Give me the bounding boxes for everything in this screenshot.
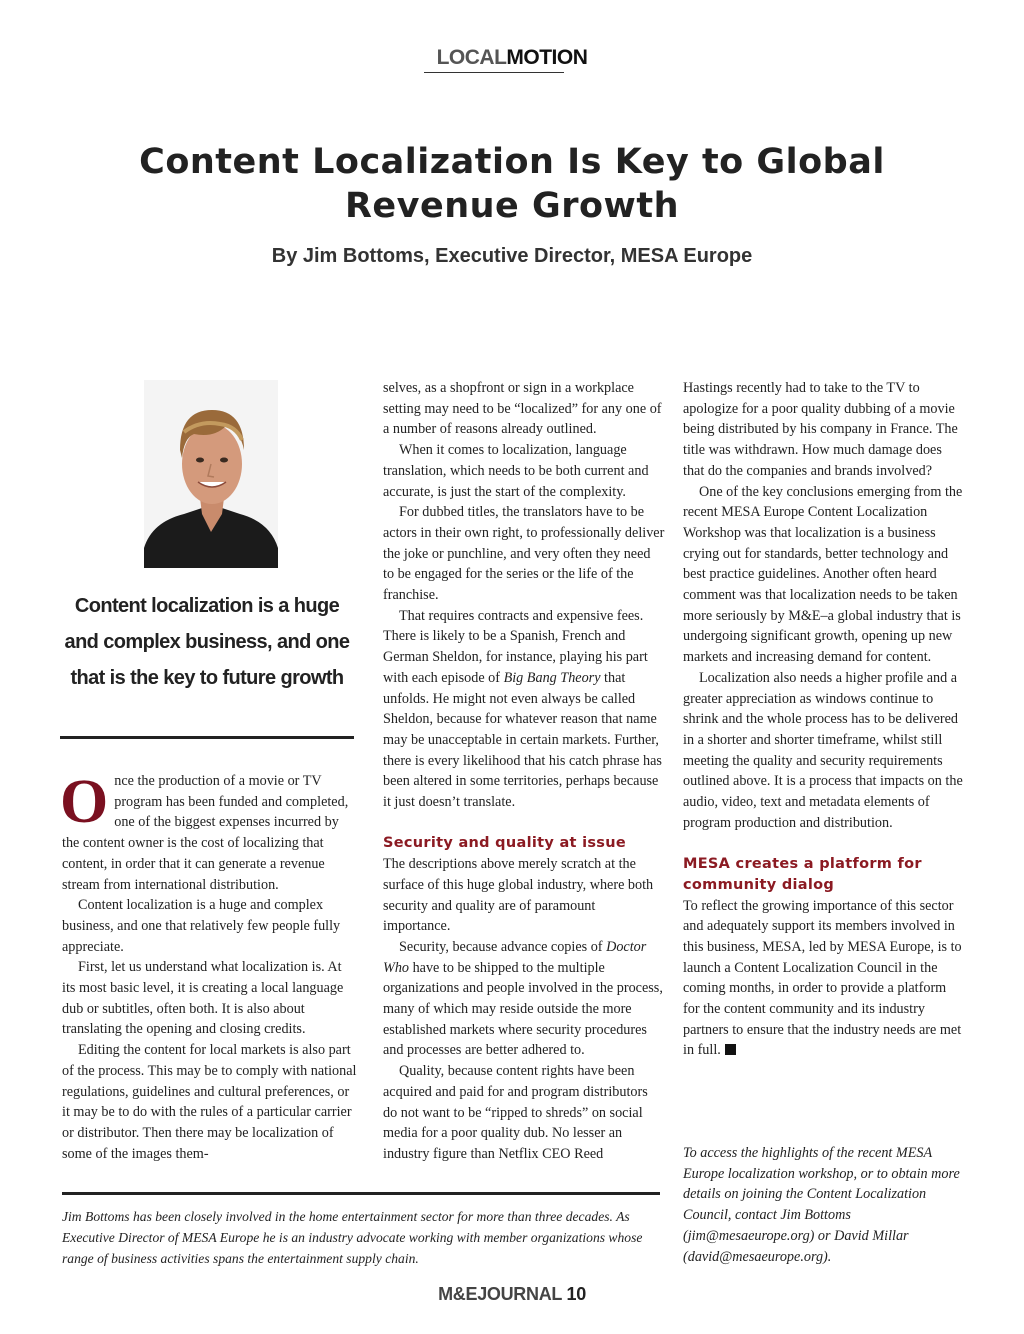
body-paragraph	[383, 937, 665, 1061]
drop-cap: O	[60, 768, 109, 836]
paragraph-text: That requires contracts and expensive fees. There is likely to be a Spanish, French and German Sheldon, for instance, playing his part with each episode of	[383, 607, 648, 686]
paragraph-text: have to be shipped to the multiple organizations and people involved in the process, many of which may reside outside the more established markets where security procedures and processes are better adhered to.	[383, 959, 663, 1059]
section-label-local: LOCAL	[436, 46, 507, 69]
body-paragraph: First, let us understand what localization is. At its most basic level, it is creating a local language dub or subtitles, often both. It is also about translating the opening and closing credits.	[62, 959, 344, 1038]
body-paragraph: When it comes to localization, language translation, which needs to be both current and accurate, is just the start of the complexity.	[383, 442, 649, 500]
author-portrait-image	[144, 380, 278, 568]
body-paragraph: One of the key conclusions emerging from the recent MESA Europe Content Localization Workshop was that localization is a business crying out for standards, better technology and best practice guidelines. Another often heard comment was that localization needs to be taken more seriously by M&E–a global industry that is undergoing significant growth, opening up new markets and increasing demand for content.	[683, 483, 963, 666]
body-column-left	[60, 768, 358, 1164]
body-paragraph	[60, 768, 358, 895]
body-paragraph: Editing the content for local markets is also part of the process. This may be to comply with national regulations, guidelines and cultural preferences, or it may be to do with the rules of a particular carrier or distributor. Then there may be localization of some of the images them-	[62, 1042, 357, 1162]
subheading-mesa-platform: MESA creates a platform for community dialog	[683, 856, 922, 893]
body-column-middle	[383, 378, 665, 1165]
page-number: 10	[566, 1284, 586, 1304]
subheading-security: Security and quality at issue	[383, 835, 626, 852]
publication-name: M&EJOURNAL	[438, 1284, 562, 1304]
bio-rule	[62, 1192, 660, 1195]
end-mark-icon	[725, 1044, 736, 1055]
body-paragraph: Hastings recently had to take to the TV to apologize for a poor quality dubbing of a movie being distributed by his company in France. The title was withdrawn. How much damage does that do the companies and brands involved?	[683, 380, 958, 479]
paragraph-text: that unfolds. He might not even always be called Sheldon, because for whatever reason that name may be unacceptable in certain markets. Further, there is every likelihood that his catch phrase has been altered in some territories, perhaps because it just doesn’t translate.	[383, 669, 662, 811]
body-paragraph	[383, 606, 665, 813]
paragraph-text: nce the production of a movie or TV program has been funded and completed, one of the biggest expenses incurred by the content owner is the cost of localizing that content, in order that it can generate a revenue stream from international distribution.	[62, 773, 349, 893]
body-paragraph: For dubbed titles, the translators have to be actors in their own right, to professionally deliver the joke or punchline, and very often they need to be engaged for the series or the life of the franchise.	[383, 504, 665, 604]
body-paragraph: Content localization is a huge and complex business, and one that relatively few people fully appreciate.	[62, 897, 341, 955]
show-title: Big Bang Theory	[503, 669, 601, 686]
body-paragraph: Quality, because content rights have been acquired and paid for and program distributors do not want to be “ripped to shreds” on social media for a poor quality dub. No lesser an industry figure than Netflix CEO Reed	[383, 1063, 648, 1162]
article-title: Content Localization Is Key to Global Revenue Growth	[139, 142, 885, 226]
body-paragraph: selves, as a shopfront or sign in a workplace setting may need to be “localized” for any one of a number of reasons already outlined.	[383, 380, 662, 438]
section-label	[0, 44, 1024, 72]
section-rule	[424, 72, 564, 73]
author-photo	[144, 380, 278, 568]
contact-note: To access the highlights of the recent MESA Europe localization workshop, or to obtain more details on joining the Content Localization Council, contact Jim Bottoms (jim@mesaeurope.org) or David Millar (david@mesaeurope.org).	[683, 1145, 960, 1265]
paragraph-text: To reflect the growing importance of this sector and adequately support its members involved in this business, MESA, led by MESA Europe, is to launch a Content Localization Council in the coming months, in order to provide a platform for the content community and its industry partners to ensure that the industry needs are met in full.	[683, 897, 962, 1059]
author-bio: Jim Bottoms has been closely involved in the home entertainment sector for more than three decades. As Executive Director of MESA Europe he is an industry advocate working with member organizations whose range of business activities spans the entertainment supply chain.	[62, 1209, 643, 1266]
section-label-motion: MOTION	[506, 46, 588, 69]
show-title: Doctor Who	[383, 938, 647, 976]
body-paragraph: Localization also needs a higher profile and a greater appreciation as windows continue to shrink and the whole process has to be delivered in a shorter and shorter timeframe, whilst still meeting the quality and security requirements outlined above. It is a process that impacts on the audio, video, text and metadata elements of program production and distribution.	[683, 669, 963, 831]
pull-quote-rule	[60, 736, 354, 739]
page-footer	[0, 1284, 1024, 1305]
body-paragraph: The descriptions above merely scratch at the surface of this huge global industry, where both security and quality are of paramount importance.	[383, 856, 654, 935]
paragraph-text: Security, because advance copies of	[399, 938, 607, 955]
body-column-right	[683, 378, 963, 1061]
article-byline: By Jim Bottoms, Executive Director, MESA Europe	[271, 245, 753, 267]
body-paragraph	[683, 896, 963, 1062]
pull-quote: Content localization is a huge and complex business, and one that is the key to future growth	[64, 595, 350, 689]
